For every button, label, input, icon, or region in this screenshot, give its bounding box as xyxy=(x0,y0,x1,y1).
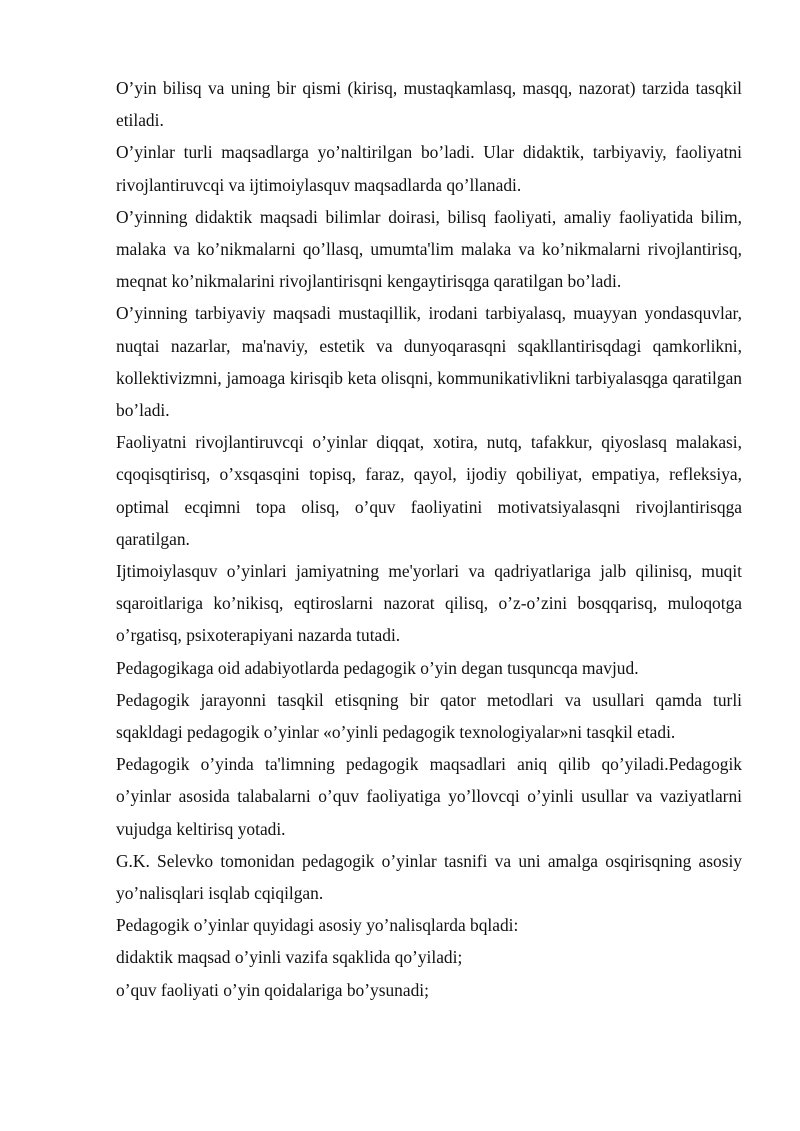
paragraph-2: O’yinlar turli maqsadlarga yo’naltirilgan bo’ladi. Ular didaktik, tarbiyaviy, faoliyatni rivojlantiruvcqi va ijtimoiylasquv maqsadlarda qo’llanadi. xyxy=(116,142,742,195)
paragraph-9: Pedagogik o’yinda ta'limning pedagogik maqsadlari aniq qilib qo’yiladi.Pedagogik o’yinlar asosida talabalarni o’quv faoliyatiga yo’llovcqi o’yinli usullar va vaziyatlarni vujudga keltirisq yotadi. xyxy=(116,754,742,839)
paragraph-1: O’yin bilisq va uning bir qismi (kirisq, mustaqkamlasq, masqq, nazorat) tarzida tasqkil etiladi. xyxy=(116,78,742,131)
paragraph-11: Pedagogik o’yinlar quyidagi asosiy yo’nalisqlarda bqladi: xyxy=(116,915,519,936)
paragraph-8: Pedagogik jarayonni tasqkil etisqning bir qator metodlari va usullari qamda turli sqakldagi pedagogik o’yinlar «o’yinli pedagogik texnologiyalar»ni tasqkil etadi. xyxy=(116,689,742,743)
paragraph-4: O’yinning tarbiyaviy maqsadi mustaqillik, irodani tarbiyalasq, muayyan yondasquvlar, nuqtai nazarlar, ma'naviy, estetik va dunyoqarasqni sqakllantirisqdagi qamkorlikni, kollektivizmni, jamoaga kirisqib keta olisqni, kommunikativlikni tarbiyalasqga qaratilgan bo’ladi. xyxy=(116,303,742,421)
document-page xyxy=(116,72,742,1006)
list-item: didaktik maqsad o’yinli vazifa sqaklida qo’yiladi; xyxy=(116,947,463,968)
paragraph-5: Faoliyatni rivojlantiruvcqi o’yinlar diqqat, xotira, nutq, tafakkur, qiyoslasq malakasi, cqoqisqtirisq, o’xsqasqini topisq, faraz, qayol, ijodiy qobiliyat, empatiya, refleksiya, optimal ecqimni topa olisq, o’quv faoliyatini motivatsiyalasqni rivojlantirisqga qaratilgan. xyxy=(116,432,742,549)
list-item: o’quv faoliyati o’yin qoidalariga bo’ysunadi; xyxy=(116,979,429,1000)
paragraph-3: O’yinning didaktik maqsadi bilimlar doirasi, bilisq faoliyati, amaliy faoliyatida bilim, malaka va ko’nikmalarni qo’llasq, umumta'lim malaka va ko’nikmalarni rivojlantirisq, meqnat ko’nikmalarini rivojlantirisqni kengaytirisqga qaratilgan bo’ladi. xyxy=(116,206,742,292)
paragraph-6: Ijtimoiylasquv o’yinlari jamiyatning me'yorlari va qadriyatlariga jalb qilinisq, muqit sqaroitlariga ko’nikisq, eqtiroslarni nazorat qilisq, o’z-o’zini bosqqarisq, muloqotga o’rgatisq, psixoterapiyani nazarda tutadi. xyxy=(116,561,742,646)
paragraph-7: Pedagogikaga oid adabiyotlarda pedagogik o’yin degan tusquncqa mavjud. xyxy=(116,657,639,678)
paragraph-10: G.K. Selevko tomonidan pedagogik o’yinlar tasnifi va uni amalga osqirisqning asosiy yo’nalisqlari isqlab cqiqilgan. xyxy=(116,850,742,904)
